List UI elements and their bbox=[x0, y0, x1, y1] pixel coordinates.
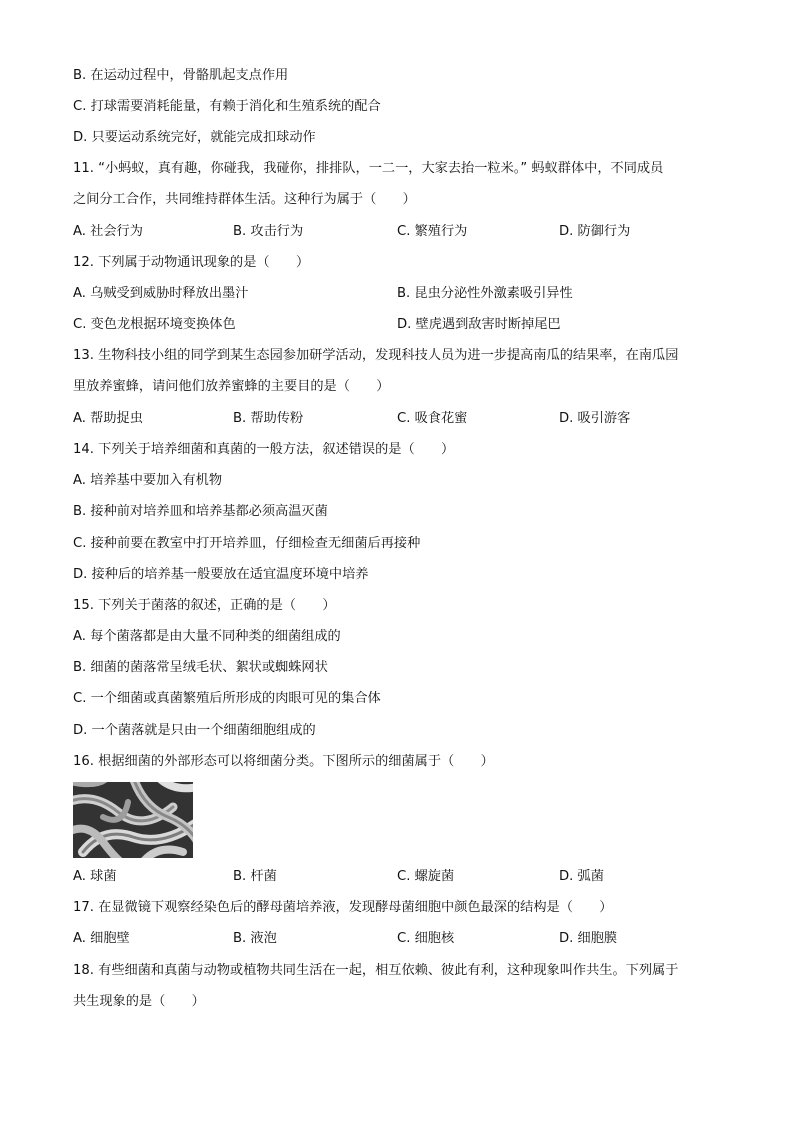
question-13-option-b: B. 帮助传粉 bbox=[233, 411, 304, 426]
question-13-stem-line1: 13. 生物科技小组的同学到某生态园参加研学活动，发现科技人员为进一步提高南瓜的结果率，在南瓜园 bbox=[73, 348, 679, 363]
question-13-option-c: C. 吸食花蜜 bbox=[397, 411, 468, 426]
question-16-stem: 16. 根据细菌的外部形态可以将细菌分类。下图所示的细菌属于（ ） bbox=[73, 754, 494, 769]
question-11-option-b: B. 攻击行为 bbox=[233, 224, 304, 239]
question-17-options bbox=[73, 930, 723, 948]
question-11-option-c: C. 繁殖行为 bbox=[397, 224, 468, 239]
question-18-stem-line1: 18. 有些细菌和真菌与动物或植物共同生活在一起，相互依赖、彼此有利，这种现象叫作共生。下列属于 bbox=[73, 963, 679, 978]
question-11-options bbox=[73, 223, 723, 241]
question-10-option-d: D. 只要运动系统完好，就能完成扣球动作 bbox=[73, 130, 316, 145]
question-13-option-d: D. 吸引游客 bbox=[559, 411, 631, 426]
question-17-option-d: D. 细胞膜 bbox=[559, 931, 618, 946]
question-14-stem: 14. 下列关于培养细菌和真菌的一般方法，叙述错误的是（ ） bbox=[73, 442, 455, 457]
question-15-option-c: C. 一个细菌或真菌繁殖后所形成的肉眼可见的集合体 bbox=[73, 691, 381, 706]
question-16-option-a: A. 球菌 bbox=[73, 869, 117, 884]
question-12-option-d: D. 壁虎遇到敌害时断掉尾巴 bbox=[397, 317, 561, 332]
question-17-option-a: A. 细胞壁 bbox=[73, 931, 130, 946]
question-15-option-b: B. 细菌的菌落常呈绒毛状、絮状或蜘蛛网状 bbox=[73, 660, 328, 675]
question-13-options bbox=[73, 410, 723, 428]
question-12-option-a: A. 乌贼受到威胁时释放出墨汁 bbox=[73, 286, 249, 301]
question-15-option-a: A. 每个菌落都是由大量不同种类的细菌组成的 bbox=[73, 629, 341, 644]
question-17-option-b: B. 液泡 bbox=[233, 931, 277, 946]
question-11-option-a: A. 社会行为 bbox=[73, 224, 143, 239]
question-16-option-b: B. 杆菌 bbox=[233, 869, 277, 884]
question-12-option-c: C. 变色龙根据环境变换体色 bbox=[73, 317, 236, 332]
question-15-option-d: D. 一个菌落就是只由一个细菌细胞组成的 bbox=[73, 723, 316, 738]
question-11-option-d: D. 防御行为 bbox=[559, 224, 631, 239]
question-16-option-c: C. 螺旋菌 bbox=[397, 869, 455, 884]
question-12-stem: 12. 下列属于动物通讯现象的是（ ） bbox=[73, 255, 310, 270]
question-16-option-d: D. 弧菌 bbox=[559, 869, 604, 884]
question-16-options bbox=[73, 868, 723, 886]
question-12-options-row1 bbox=[73, 285, 723, 303]
question-10-option-b: B. 在运动过程中，骨骼肌起支点作用 bbox=[73, 68, 289, 83]
question-13-option-a: A. 帮助捉虫 bbox=[73, 411, 143, 426]
question-14-option-a: A. 培养基中要加入有机物 bbox=[73, 473, 223, 488]
question-12-option-b: B. 昆虫分泌性外激素吸引异性 bbox=[397, 286, 573, 301]
question-18-stem-line2: 共生现象的是（ ） bbox=[73, 994, 205, 1009]
question-14-option-b: B. 接种前对培养皿和培养基都必须高温灭菌 bbox=[73, 504, 328, 519]
question-11-stem-line2: 之间分工合作，共同维持群体生活。这种行为属于（ ） bbox=[73, 192, 416, 207]
question-15-stem: 15. 下列关于菌落的叙述，正确的是（ ） bbox=[73, 598, 336, 613]
question-12-options-row2 bbox=[73, 316, 723, 334]
question-17-stem: 17. 在显微镜下观察经染色后的酵母菌培养液，发现酵母菌细胞中颜色最深的结构是（ ） bbox=[73, 900, 613, 915]
question-14-option-c: C. 接种前要在教室中打开培养皿，仔细检查无细菌后再接种 bbox=[73, 536, 421, 551]
bacteria-micrograph bbox=[73, 782, 193, 858]
question-17-option-c: C. 细胞核 bbox=[397, 931, 455, 946]
question-14-option-d: D. 接种后的培养基一般要放在适宜温度环境中培养 bbox=[73, 567, 369, 582]
question-11-stem-line1: 11. “小蚂蚁，真有趣，你碰我，我碰你，排排队，一二一，大家去抬一粒米。” 蚂蚁群体中，不同成员 bbox=[73, 161, 664, 176]
question-10-option-c: C. 打球需要消耗能量，有赖于消化和生殖系统的配合 bbox=[73, 99, 381, 114]
question-13-stem-line2: 里放养蜜蜂，请问他们放养蜜蜂的主要目的是（ ） bbox=[73, 379, 390, 394]
